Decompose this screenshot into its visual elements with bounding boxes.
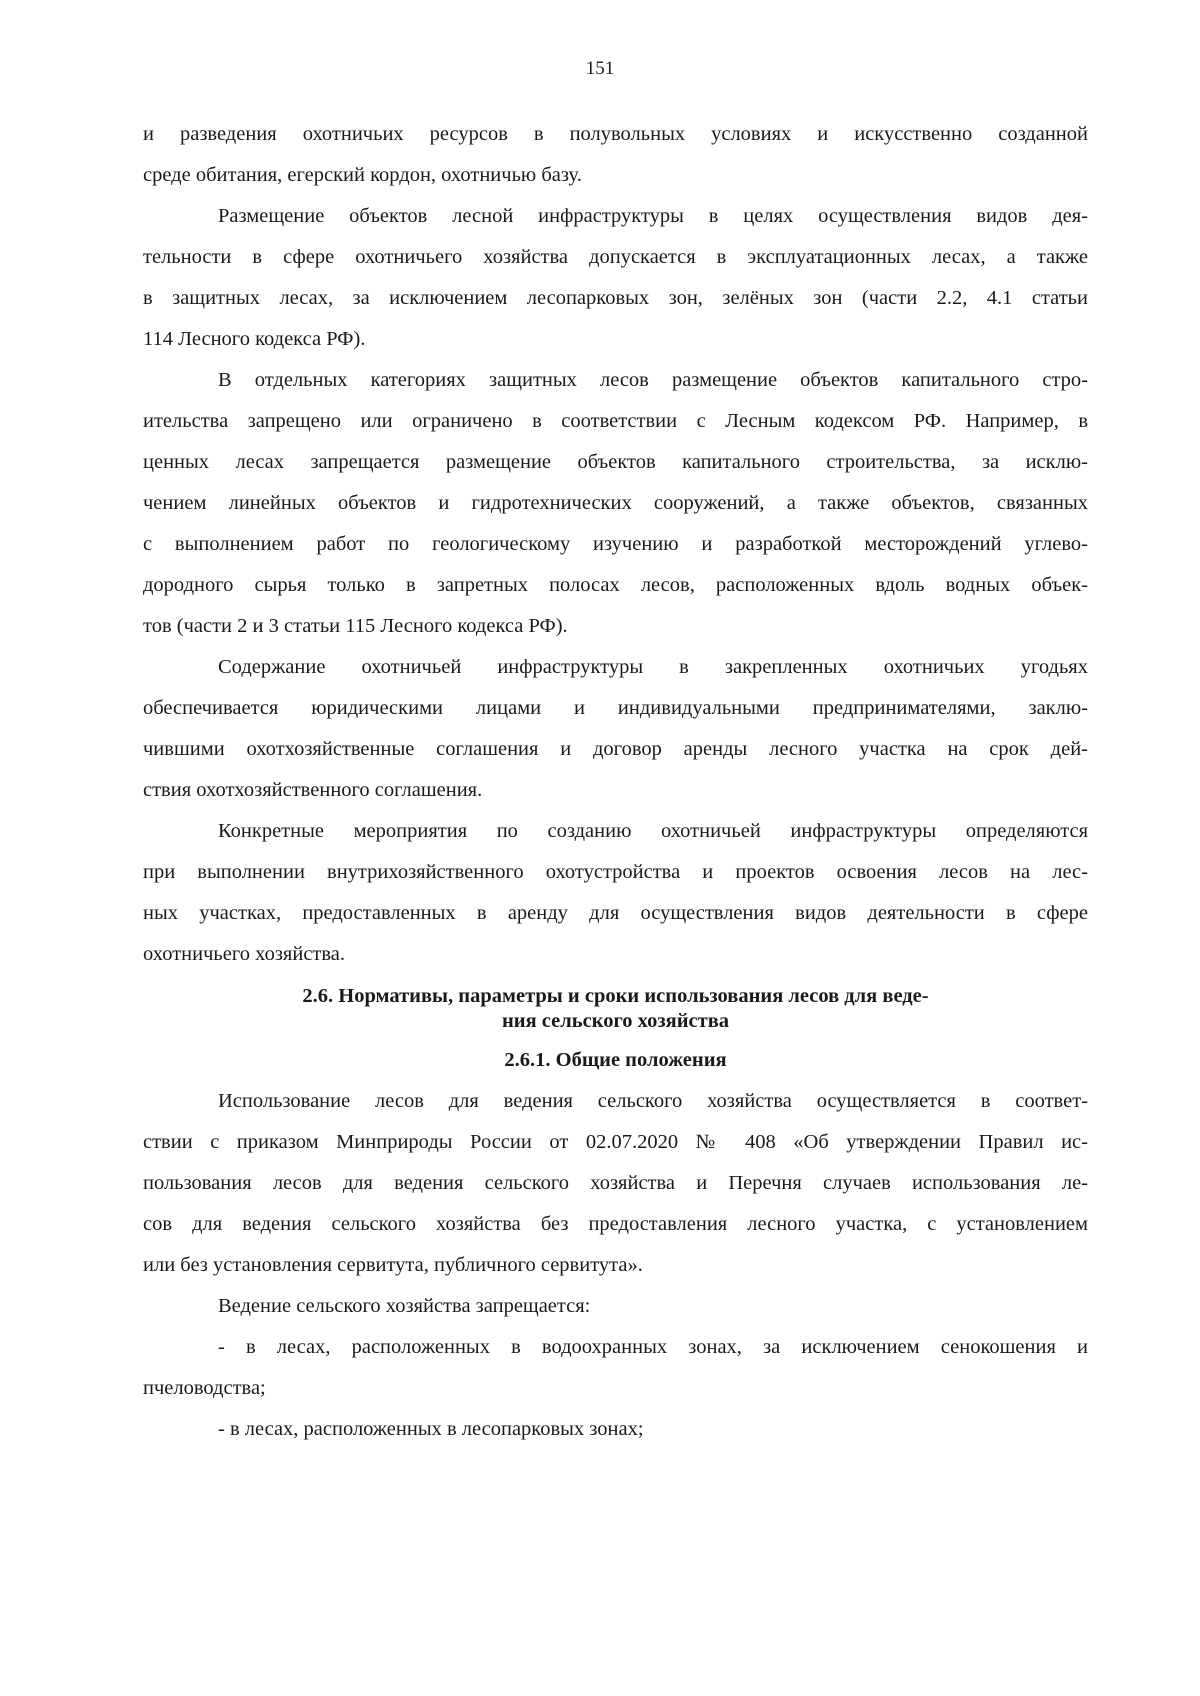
paragraph-5	[143, 811, 1088, 975]
text-line: дородного сырья только в запретных полосах лесов, расположенных вдоль водных объек-	[143, 574, 1088, 596]
text-line: Использование лесов для ведения сельского хозяйства осуществляется в соответ-	[218, 1090, 1088, 1112]
text-line: или без установления сервитута, публичного сервитута».	[143, 1254, 643, 1276]
text-line: В отдельных категориях защитных лесов размещение объектов капитального стро-	[218, 369, 1088, 391]
paragraph-9	[143, 1409, 1088, 1450]
text-line: ительства запрещено или ограничено в соответствии с Лесным кодексом РФ. Например, в	[143, 410, 1088, 432]
text-line: ных участках, предоставленных в аренду для осуществления видов деятельности в сфере	[143, 902, 1088, 924]
text-line: и разведения охотничьих ресурсов в полувольных условиях и искусственно созданной	[143, 123, 1088, 145]
text-line: ценных лесах запрещается размещение объектов капитального строительства, за исклю-	[143, 451, 1088, 473]
text-line: чившими охотхозяйственные соглашения и договор аренды лесного участка на срок дей-	[143, 738, 1088, 760]
text-line: пользования лесов для ведения сельского хозяйства и Перечня случаев использования ле-	[143, 1172, 1088, 1194]
text-line: Ведение сельского хозяйства запрещается:	[218, 1295, 591, 1317]
text-line: среде обитания, егерский кордон, охотничью базу.	[143, 164, 582, 186]
page-number: 151	[585, 58, 615, 79]
text-line: 114 Лесного кодекса РФ).	[143, 328, 366, 350]
text-line: охотничьего хозяйства.	[143, 943, 346, 965]
paragraph-4	[143, 647, 1088, 811]
text-line: Размещение объектов лесной инфраструктуры в целях осуществления видов дея-	[218, 205, 1088, 227]
text-line: при выполнении внутрихозяйственного охотустройства и проектов освоения лесов на лес-	[143, 861, 1088, 883]
text-line: с выполнением работ по геологическому изучению и разработкой месторождений углево-	[143, 533, 1088, 555]
page-body	[143, 114, 1088, 1450]
paragraph-8	[143, 1327, 1088, 1409]
text-line: - в лесах, расположенных в водоохранных зонах, за исключением сенокошения и	[218, 1336, 1088, 1358]
section-heading-2-6	[143, 984, 1088, 1034]
text-line: тельности в сфере охотничьего хозяйства допускается в эксплуатационных лесах, а также	[143, 246, 1088, 268]
text-line: тов (части 2 и 3 статьи 115 Лесного кодекса РФ).	[143, 615, 568, 637]
text-line: обеспечивается юридическими лицами и индивидуальными предпринимателями, заклю-	[143, 697, 1088, 719]
text-line: ствии с приказом Минприроды России от 02.07.2020 № 408 «Об утверждении Правил ис-	[143, 1131, 1088, 1153]
heading-line: ния сельского хозяйства	[501, 1010, 730, 1032]
text-line: пчеловодства;	[143, 1377, 266, 1399]
text-line: ствия охотхозяйственного соглашения.	[143, 779, 483, 801]
text-line: - в лесах, расположенных в лесопарковых зонах;	[218, 1418, 644, 1440]
text-line: Содержание охотничьей инфраструктуры в закрепленных охотничьих угодьях	[218, 656, 1088, 678]
paragraph-3	[143, 360, 1088, 647]
paragraph-1	[143, 114, 1088, 196]
text-line: сов для ведения сельского хозяйства без предоставления лесного участка, с установлением	[143, 1213, 1088, 1235]
paragraph-2	[143, 196, 1088, 360]
text-line: в защитных лесах, за исключением лесопарковых зон, зелёных зон (части 2.2, 4.1 статьи	[143, 287, 1088, 309]
text-line: чением линейных объектов и гидротехнических сооружений, а также объектов, связанных	[143, 492, 1088, 514]
paragraph-6	[143, 1081, 1088, 1286]
heading-line: 2.6. Нормативы, параметры и сроки использования лесов для веде-	[302, 985, 929, 1007]
text-line: Конкретные мероприятия по созданию охотничьей инфраструктуры определяются	[218, 820, 1088, 842]
subsection-heading-2-6-1: 2.6.1. Общие положения	[504, 1049, 727, 1071]
paragraph-7	[143, 1286, 1088, 1327]
